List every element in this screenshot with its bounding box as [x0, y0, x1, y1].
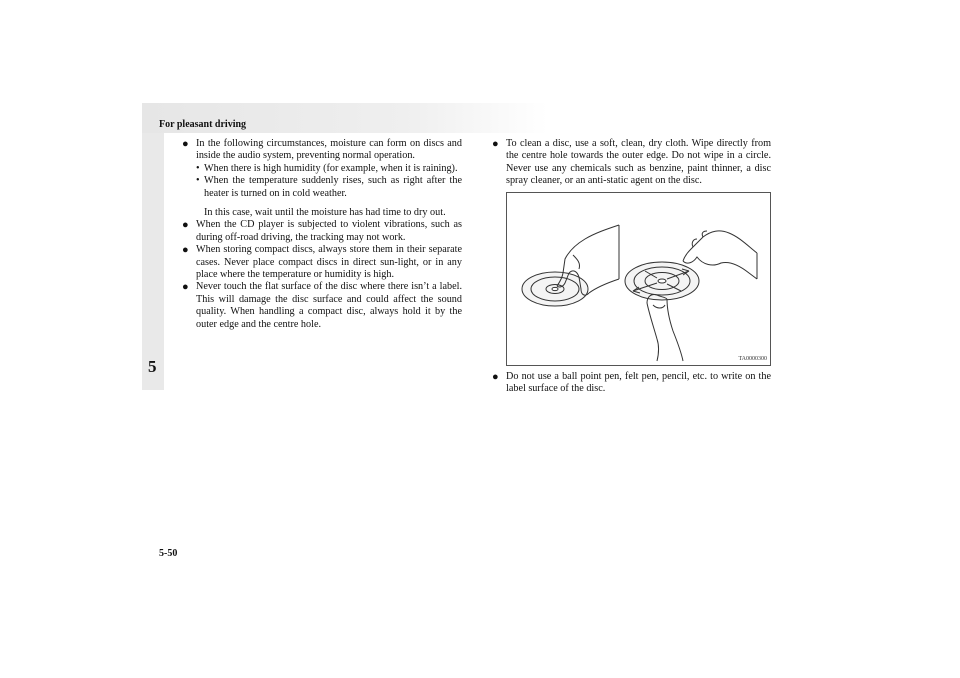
bullet-icon: ●	[182, 219, 189, 232]
sub-item-temperature	[196, 175, 462, 200]
chapter-number: 5	[148, 357, 157, 376]
bullet-icon: ●	[182, 281, 189, 294]
bullet-icon: ●	[492, 138, 499, 150]
page-number: 5-50	[159, 548, 178, 559]
bullet-item-writing	[492, 371, 771, 396]
bullet-icon: ●	[182, 138, 189, 150]
section-title: For pleasant driving	[159, 119, 247, 130]
moisture-note: In this case, wait until the moisture has had time to dry out.	[204, 207, 446, 219]
bullet-text: To clean a disc, use a soft, clean, dry cloth. Wipe directly from the centre hole towards the outer edge. Do not wipe in a circle. Never use any chemicals such as benzine, paint thinner, a disc spray cleaner, or an anti-static agent on the disc.	[506, 138, 771, 187]
sub-bullet-icon: •	[196, 162, 200, 174]
bullet-text: Never touch the flat surface of the disc where there isn’t a label. This will damage the disc surface and could affect the sound quality. When handling a compact disc, always hold it by the outer edge and the centre hole.	[196, 281, 462, 330]
bullet-icon: ●	[182, 244, 189, 257]
disc-handling-illustration	[506, 192, 771, 366]
sub-item-text: When there is high humidity (for example, when it is raining).	[204, 162, 458, 174]
bullet-text: Do not use a ball point pen, felt pen, pencil, etc. to write on the label surface of the disc.	[506, 370, 771, 395]
figure-code: TA0000300	[738, 355, 767, 362]
left-column	[182, 138, 462, 331]
bullet-item-moisture	[182, 138, 462, 219]
bullet-item-storage	[182, 244, 462, 281]
disc-illustration-graphic	[507, 193, 770, 365]
right-column	[492, 138, 771, 395]
sub-item-text: When the temperature suddenly rises, such as right after the heater is turned on in cold weather.	[204, 175, 462, 199]
sub-bullet-icon: •	[196, 175, 200, 187]
bullet-text: In the following circumstances, moisture can form on discs and inside the audio system, preventing normal operation.	[196, 138, 462, 162]
bullet-item-vibration	[182, 219, 462, 244]
bullet-text: When storing compact discs, always store them in their separate cases. Never place compact discs in direct sun-light, or in any place where the temperature or humidity is high.	[196, 244, 462, 281]
bullet-text: When the CD player is subjected to violent vibrations, such as during off-road driving, the tracking may not work.	[196, 219, 462, 243]
chapter-side-tab	[142, 133, 164, 390]
sub-item-humidity	[196, 163, 462, 175]
bullet-item-cleaning	[492, 138, 771, 188]
bullet-item-handling	[182, 281, 462, 331]
bullet-icon: ●	[492, 370, 499, 383]
